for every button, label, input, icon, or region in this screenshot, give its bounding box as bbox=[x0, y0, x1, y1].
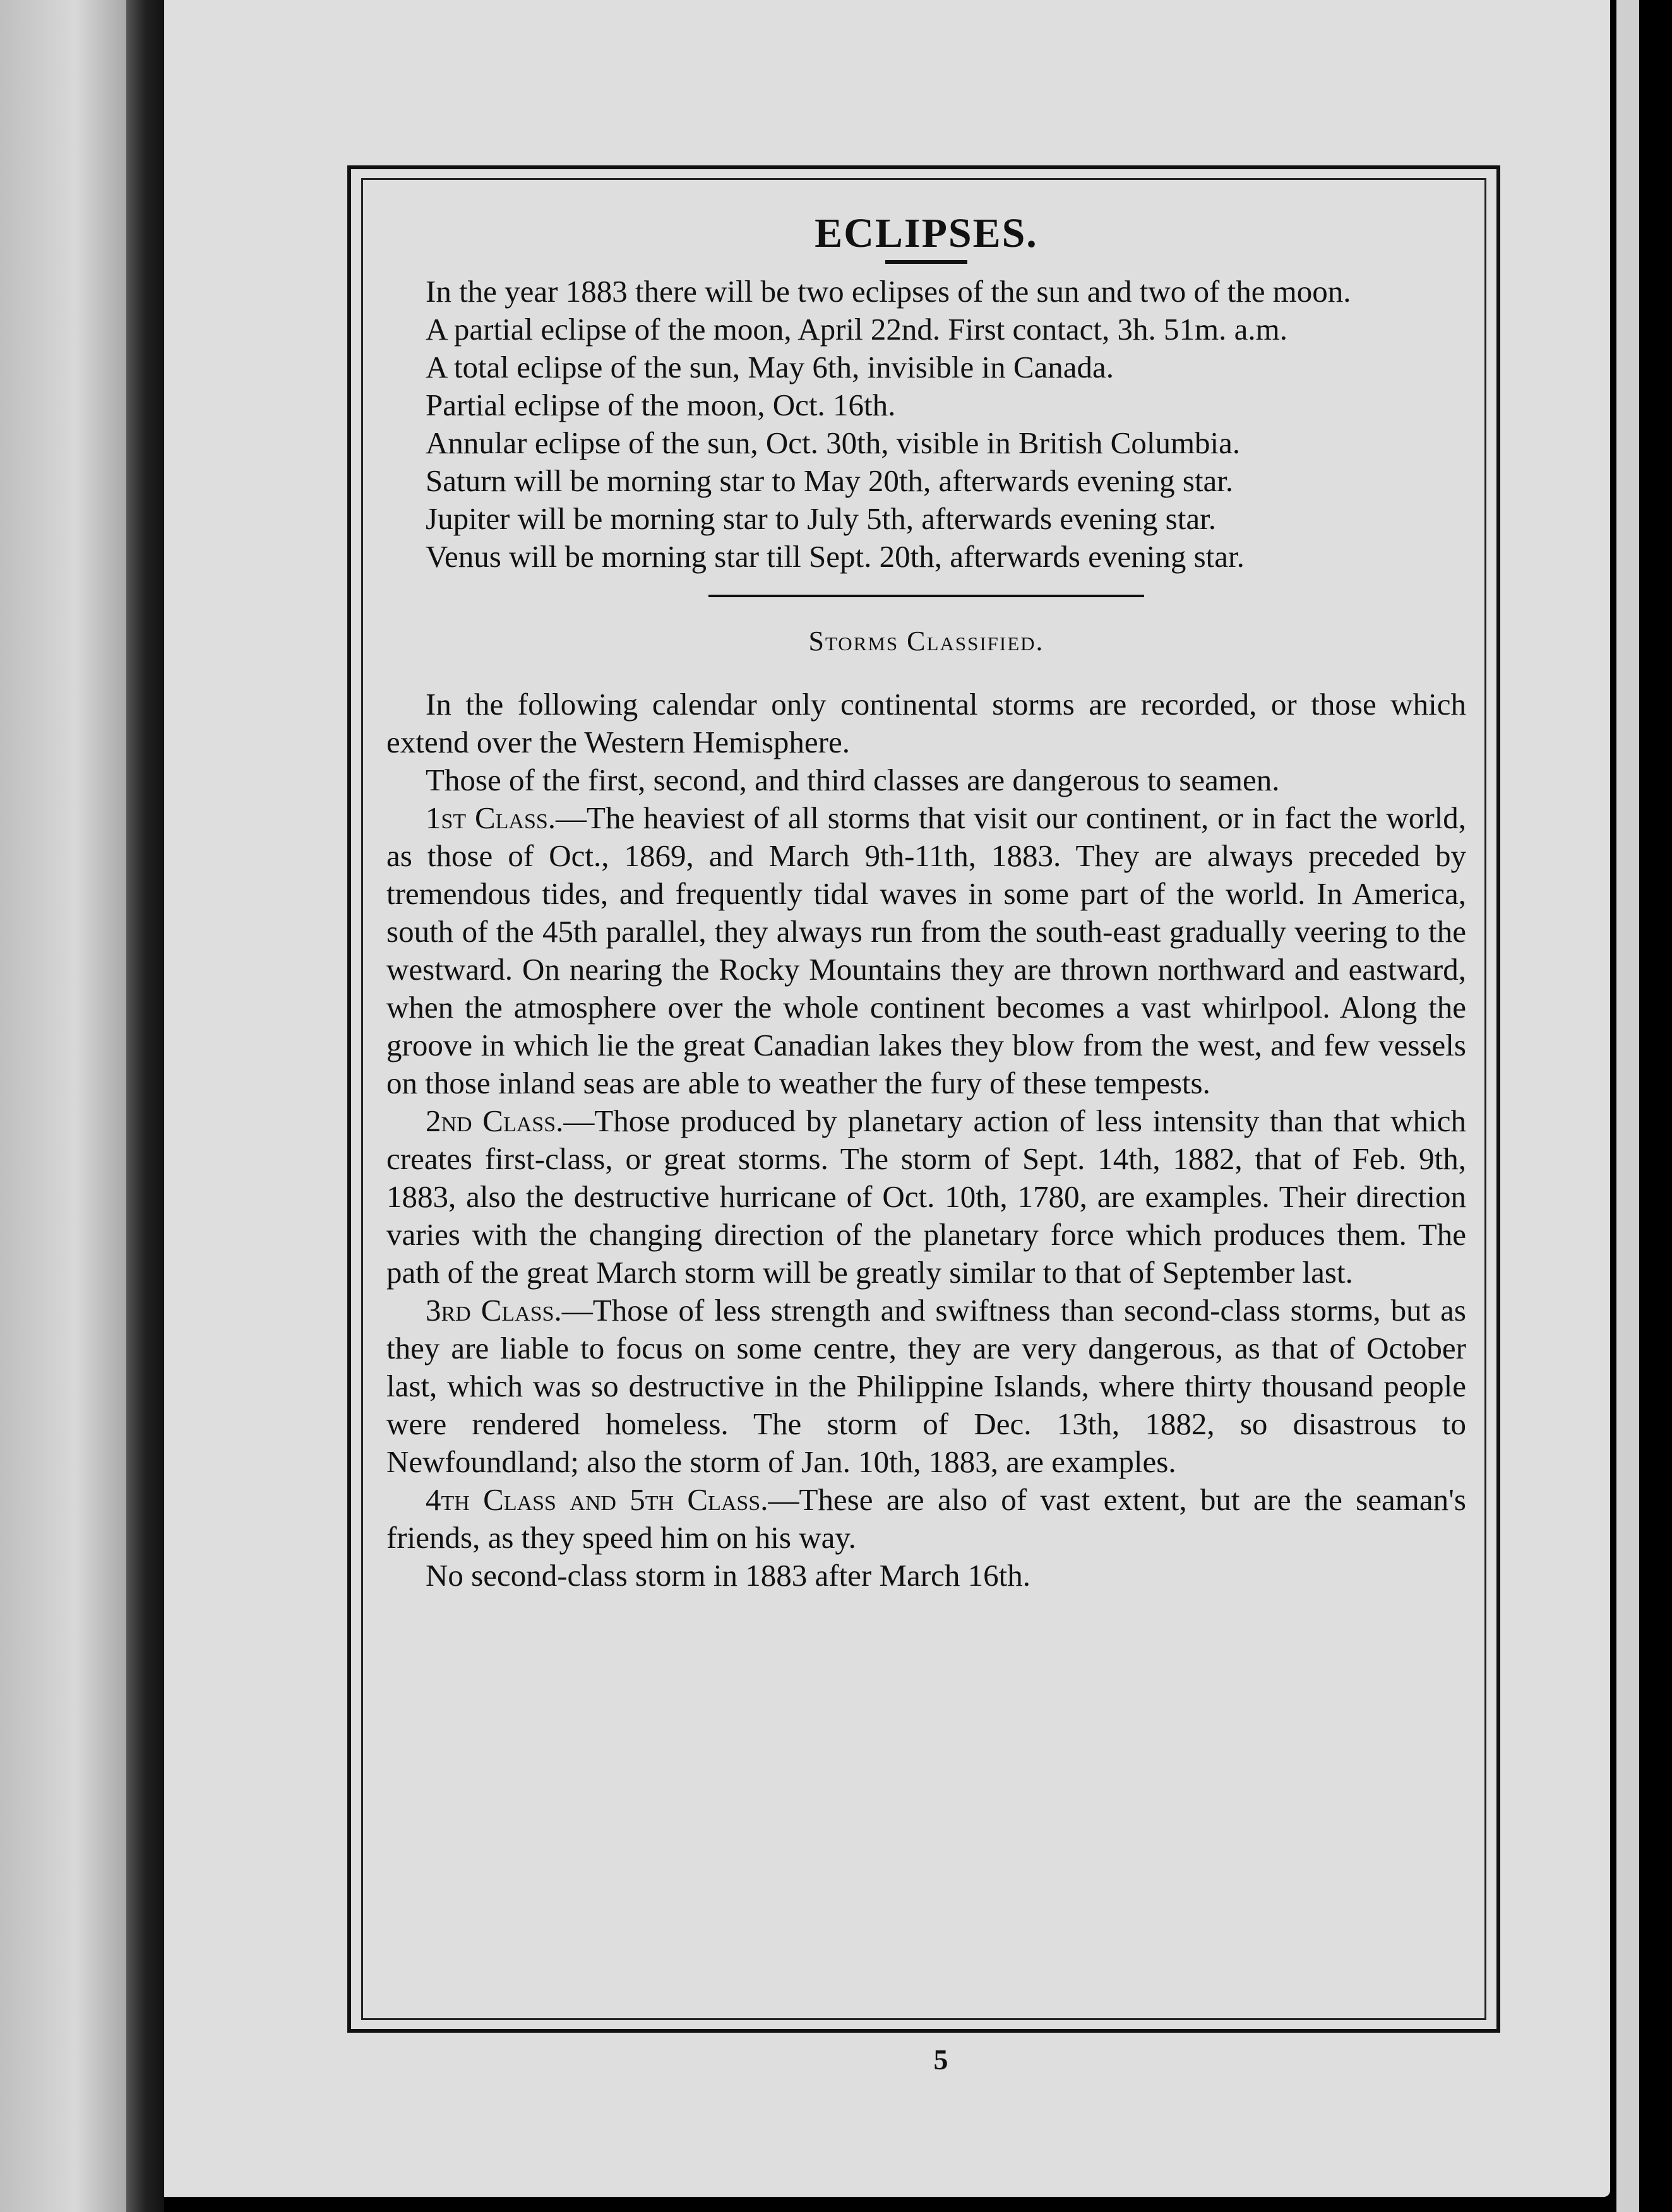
section-heading: Storms Classified. bbox=[808, 626, 1044, 657]
eclipse-paragraph: Saturn will be morning star to May 20th, afterwards evening star. bbox=[426, 463, 1234, 498]
section-divider bbox=[708, 595, 1144, 597]
page-edge-strip bbox=[1616, 0, 1639, 2212]
storm-class-text: —Those of less strength and swiftness than second-class storms, but as they are liable to focus on some centre, they are very dangerous, as that of October last, which was so destructive in the Philippine Islands, where thirty thousand people were rendered homeless. The storm of Dec. 13th, 1882, so disastrous to Newfoundland; also the storm of Jan. 10th, 1883, are examples. bbox=[386, 1293, 1467, 1479]
eclipse-paragraph: A total eclipse of the sun, May 6th, invisible in Canada. bbox=[426, 350, 1114, 384]
storm-class-text: —The heaviest of all storms that visit our continent, or in fact the world, as those of Oct., 1869, and March 9th-11th, 1883. They are always preceded by tremendous tides, and frequently tidal waves in some part of the world. In America, south of the 45th parallel, they always run from the south-east gradually veering to the westward. On nearing the Rocky Mountains they are thrown northward and eastward, when the atmosphere over the whole continent becomes a vast whirlpool. Along the groove in which lie the great Canadian lakes they blow from the west, and few vessels on those inland seas are able to weather the fury of these tempests. bbox=[386, 800, 1466, 1100]
storm-class-label: 3rd Class. bbox=[426, 1293, 562, 1328]
storm-class-paragraph bbox=[386, 1481, 1466, 1557]
storm-class-paragraph bbox=[386, 799, 1466, 1102]
closing-paragraph: No second-class storm in 1883 after March 16th. bbox=[426, 1558, 1030, 1593]
eclipse-paragraph: Partial eclipse of the moon, Oct. 16th. bbox=[426, 388, 896, 422]
storms-intro-paragraph: Those of the first, second, and third classes are dangerous to seamen. bbox=[426, 763, 1280, 797]
eclipse-paragraph: Jupiter will be morning star to July 5th, afterwards evening star. bbox=[426, 501, 1216, 536]
page-number: 5 bbox=[933, 2043, 948, 2076]
storm-class-text: —These are also of vast extent, but are the seaman's friends, as they speed him on his way. bbox=[386, 1482, 1466, 1555]
eclipse-paragraph: In the year 1883 there will be two eclipses of the sun and two of the moon. bbox=[426, 274, 1351, 309]
book-gutter bbox=[126, 0, 164, 2212]
facing-page-edge bbox=[0, 0, 126, 2212]
storms-intro-paragraph: In the following calendar only continental storms are recorded, or those which extend over the Western Hemisphere. bbox=[386, 687, 1466, 759]
storm-class-label: 1st Class. bbox=[426, 800, 556, 835]
eclipse-paragraph: A partial eclipse of the moon, April 22nd. First contact, 3h. 51m. a.m. bbox=[426, 312, 1287, 347]
title-underline bbox=[885, 260, 967, 264]
storm-class-label: 2nd Class. bbox=[426, 1103, 564, 1138]
page-content bbox=[386, 208, 1466, 1595]
storm-class-paragraph bbox=[386, 1292, 1466, 1481]
storm-class-label: 4th Class and 5th Class. bbox=[426, 1482, 768, 1517]
eclipse-paragraph: Annular eclipse of the sun, Oct. 30th, visible in British Columbia. bbox=[426, 425, 1241, 460]
storm-class-paragraph bbox=[386, 1102, 1466, 1292]
page-title: ECLIPSES. bbox=[815, 210, 1038, 256]
storm-class-text: —Those produced by planetary action of less intensity than that which creates first-class, or great storms. The storm of Sept. 14th, 1882, that of Feb. 9th, 1883, also the destructive hurricane of Oct. 10th, 1780, are examples. Their direction varies with the changing direction of the planetary force which produces them. The path of the great March storm will be greatly similar to that of September last. bbox=[386, 1103, 1466, 1290]
eclipse-paragraph: Venus will be morning star till Sept. 20th, afterwards evening star. bbox=[426, 539, 1245, 574]
